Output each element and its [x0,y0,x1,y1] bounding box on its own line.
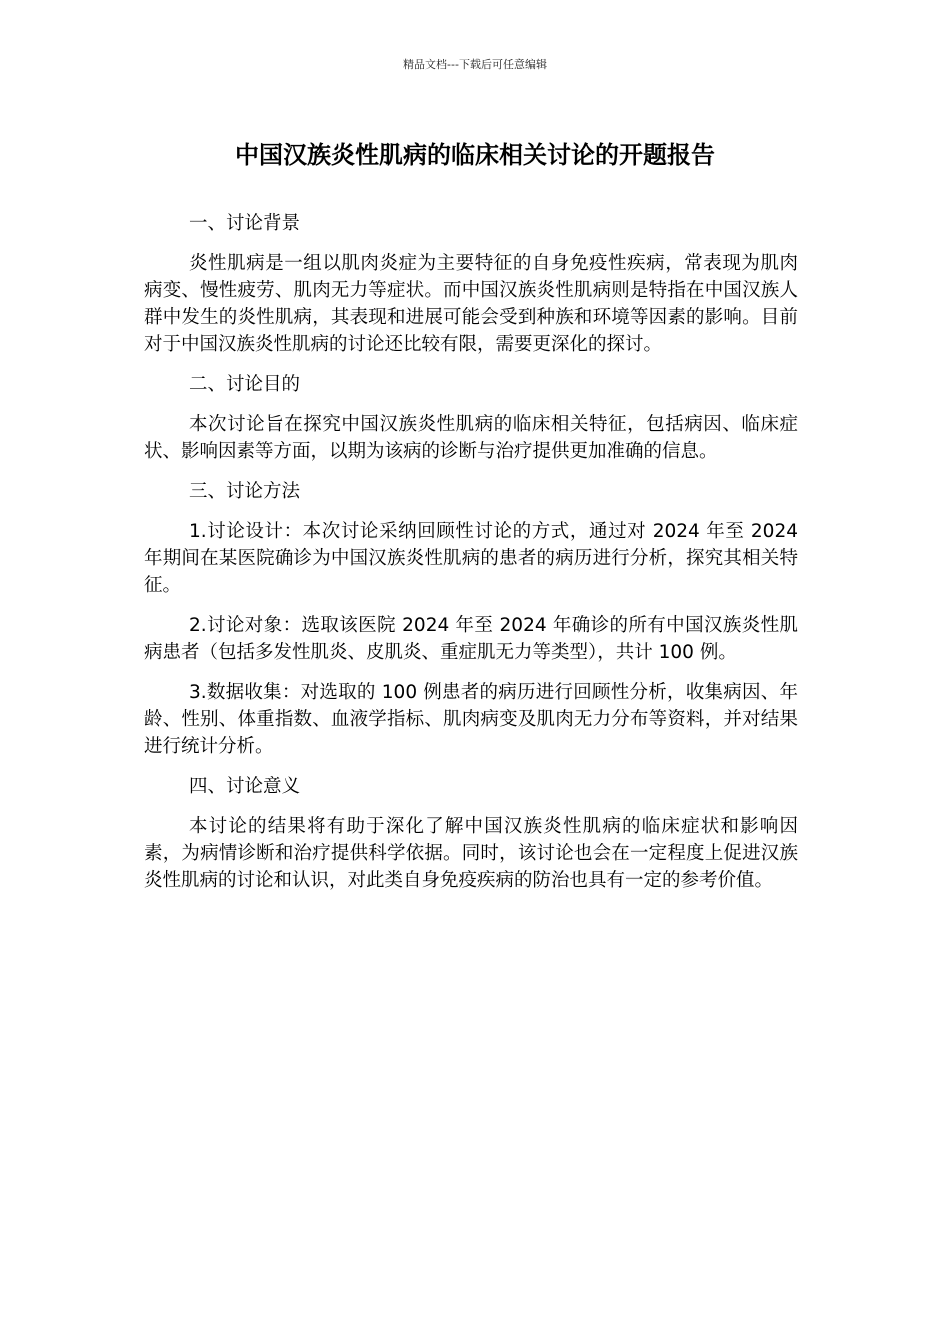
section-purpose [144,371,798,465]
section-methods [144,478,798,760]
section-heading: 二、讨论目的 [189,374,301,395]
section-heading: 一、讨论背景 [189,213,301,234]
body-paragraph: 本次讨论旨在探究中国汉族炎性肌病的临床相关特征，包括病因、临床症状、影响因素等方面，以期为该病的诊断与治疗提供更加准确的信息。 [144,414,798,462]
document-body [144,210,798,907]
body-paragraph: 1.讨论设计：本次讨论采纳回顾性讨论的方式，通过对 2024 年至 2024 年期间在某医院确诊为中国汉族炎性肌病的患者的病历进行分析，探究其相关特征。 [144,521,798,596]
section-heading: 三、讨论方法 [189,481,301,502]
section-background [144,210,798,358]
body-paragraph: 3.数据收集：对选取的 100 例患者的病历进行回顾性分析，收集病因、年龄、性别、体重指数、血液学指标、肌肉病变及肌肉无力分布等资料，并对结果进行统计分析。 [144,682,798,757]
body-paragraph: 2.讨论对象：选取该医院 2024 年至 2024 年确诊的所有中国汉族炎性肌病患者（包括多发性肌炎、皮肌炎、重症肌无力等类型），共计 100 例。 [144,615,798,663]
section-significance [144,773,798,894]
body-paragraph: 本讨论的结果将有助于深化了解中国汉族炎性肌病的临床症状和影响因素，为病情诊断和治疗提供科学依据。同时，该讨论也会在一定程度上促进汉族炎性肌病的讨论和认识，对此类自身免疫疾病的防治也具有一定的参考价值。 [144,816,798,891]
section-heading: 四、讨论意义 [189,776,301,797]
page-header-watermark: 精品文档---下载后可任意编辑 [403,58,547,71]
document-title: 中国汉族炎性肌病的临床相关讨论的开题报告 [235,141,715,169]
body-paragraph: 炎性肌病是一组以肌肉炎症为主要特征的自身免疫性疾病，常表现为肌肉病变、慢性疲劳、肌肉无力等症状。而中国汉族炎性肌病则是特指在中国汉族人群中发生的炎性肌病，其表现和进展可能会受到种族和环境等因素的影响。目前对于中国汉族炎性肌病的讨论还比较有限，需要更深化的探讨。 [144,253,798,355]
